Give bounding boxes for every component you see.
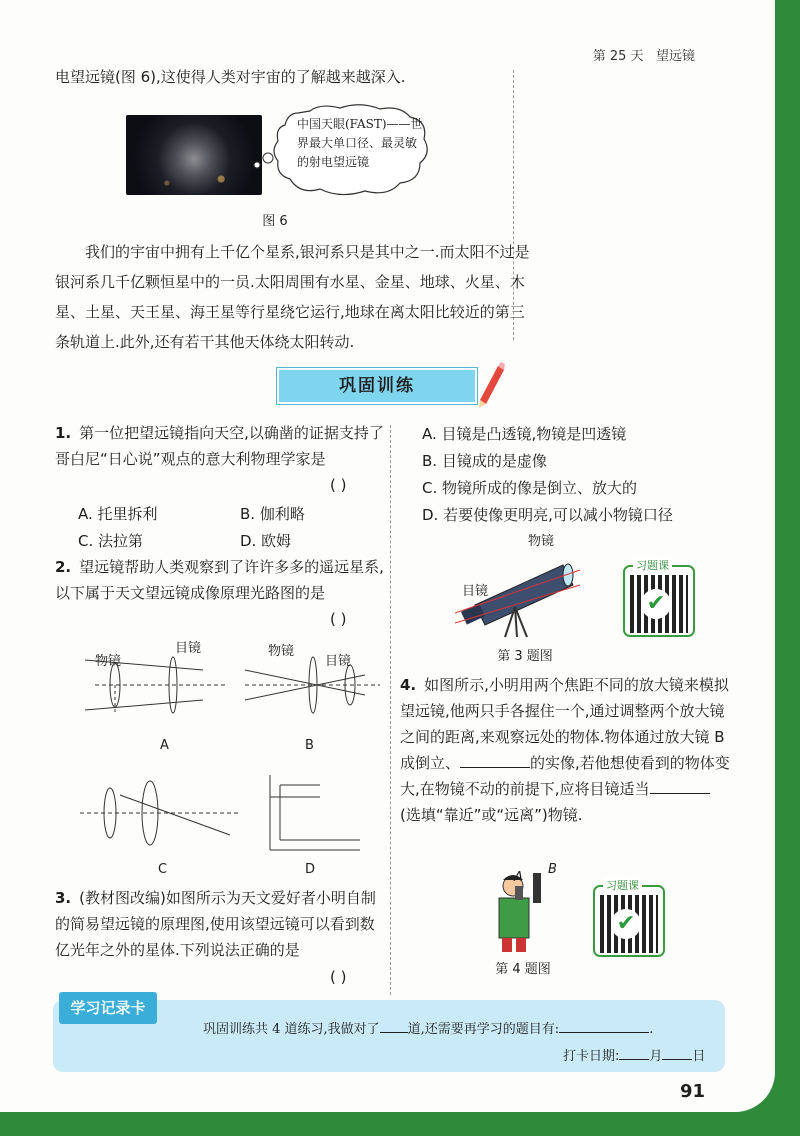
q4-qr-label: 习题课 <box>603 877 642 893</box>
q3-option-a: A. 目镜是凸透镜,物镜是凹透镜 <box>422 425 627 443</box>
q4-blank-2[interactable] <box>650 793 710 794</box>
q2-answer-paren: ( ) <box>330 610 347 628</box>
page-header <box>593 45 695 64</box>
q3-qr-card[interactable] <box>623 559 695 637</box>
q3-qr-label: 习题课 <box>633 557 672 573</box>
q2-option-d-label: D <box>305 862 316 877</box>
q2-ray-diagrams-cd <box>80 775 380 860</box>
fig6-caption: 图 6 <box>262 214 288 229</box>
q1-number: 1. <box>55 424 72 442</box>
q4-text-2: 的实像,若他想使看到的物体变大,在物镜不动的前提下,应将目镜适当 <box>400 754 730 798</box>
question-4 <box>400 672 730 828</box>
question-1 <box>55 420 385 472</box>
study-record-card <box>53 1000 725 1072</box>
record-blank-count[interactable] <box>380 1032 408 1033</box>
intro-text: 电望远镜(图 6),这使得人类对宇宙的了解越来越深入. <box>55 68 406 86</box>
header-topic: 望远镜 <box>655 49 695 64</box>
record-line1-a: 巩固训练共 4 道练习,我做对了 <box>203 1022 380 1037</box>
record-blank-day[interactable] <box>662 1059 692 1060</box>
q4-text-3: (选填“靠近”或“远离”)物镜. <box>400 806 583 824</box>
q3-text: (教材图改编)如图所示为天文爱好者小明自制的简易望远镜的原理图,使用该望远镜可以看到数亿光年之外的星体.下列说法正确的是 <box>55 889 376 959</box>
q1-option-d: D. 欧姆 <box>240 532 292 550</box>
q2-label-objective-b: 物镜 <box>268 644 295 659</box>
q4-label-a: A <box>514 870 523 885</box>
q1-text: 第一位把望远镜指向天空,以确凿的证据支持了哥白尼“日心说”观点的意大利物理学家是 <box>55 424 384 468</box>
q3-label-objective: 物镜 <box>528 534 555 549</box>
record-line1-b: 道,还需要再学习的题目有: <box>407 1022 560 1037</box>
section-title: 巩固训练 <box>339 376 415 396</box>
record-line-2 <box>563 1045 705 1064</box>
q4-blank-1[interactable] <box>460 767 530 768</box>
page-number: 91 <box>679 1081 705 1102</box>
record-blank-topics[interactable] <box>559 1032 649 1033</box>
q3-option-c: C. 物镜所成的像是倒立、放大的 <box>422 479 638 497</box>
bubble-text: 中国天眼(FAST)——世界最大单口径、最灵敏的射电望远镜 <box>297 117 423 169</box>
body-paragraph: 我们的宇宙中拥有上千亿个星系,银河系只是其中之一.而太阳不过是银河系几千亿颗恒星中的一员.太阳周围有水星、金星、地球、火星、木星、土星、天王星、海王星等行星绕它运行,地球在离太阳比较近的第三条轨道上.此外,还有若干其他天体绕太阳转动. <box>55 243 530 351</box>
q2-label-eyepiece-b: 目镜 <box>325 654 352 669</box>
q1-option-c: C. 法拉第 <box>78 532 144 550</box>
check-icon: ✔ <box>611 909 641 939</box>
question-2 <box>55 554 385 606</box>
q1-option-b: B. 伽利略 <box>240 505 305 523</box>
q3-label-eyepiece: 目镜 <box>462 584 489 599</box>
q3-number: 3. <box>55 889 72 907</box>
q3-answer-paren: ( ) <box>330 968 347 986</box>
record-tag: 学习记录卡 <box>59 992 157 1024</box>
q4-boy-figure <box>485 868 565 953</box>
q3-option-b: B. 目镜成的是虚像 <box>422 452 547 470</box>
q3-option-d: D. 若要使像更明亮,可以减小物镜口径 <box>422 506 673 524</box>
record-day-label: 日 <box>692 1049 706 1064</box>
q2-option-c-label: C <box>158 862 168 877</box>
question-3 <box>55 885 385 963</box>
pencil-icon <box>470 360 506 410</box>
q1-option-a: A. 托里拆利 <box>78 505 158 523</box>
q4-text-1: 如图所示,小明用两个焦距不同的放大镜来模拟望远镜,他两只手各握住一个,通过调整两个放大镜之间的距离,来观察远处的物体.物体通过放大镜 B 成倒立、 <box>400 676 729 772</box>
record-blank-month[interactable] <box>619 1059 649 1060</box>
q3-caption: 第 3 题图 <box>497 649 553 664</box>
q1-answer-paren: ( ) <box>330 476 347 494</box>
q4-number: 4. <box>400 676 417 694</box>
q2-option-b-label: B <box>305 738 314 753</box>
q4-caption: 第 4 题图 <box>495 962 551 977</box>
q2-label-eyepiece-a: 目镜 <box>175 641 202 656</box>
record-date-label: 打卡日期: <box>563 1049 620 1064</box>
q2-option-a-label: A <box>160 738 169 753</box>
q2-number: 2. <box>55 558 72 576</box>
column-divider <box>390 425 391 995</box>
section-title-banner <box>277 368 477 404</box>
record-month-label: 月 <box>649 1049 663 1064</box>
q2-label-objective-a: 物镜 <box>95 654 122 669</box>
q2-text: 望远镜帮助人类观察到了许许多多的遥远星系,以下属于天文望远镜成像原理光路图的是 <box>55 558 384 602</box>
check-icon: ✔ <box>641 589 671 619</box>
header-day: 第 25 天 <box>592 49 644 64</box>
record-line-1: 巩固训练共 4 道练习,我做对了 道,还需要再学习的题目有: . <box>203 1022 654 1037</box>
q4-qr-card[interactable] <box>593 879 665 957</box>
q4-label-b: B <box>548 862 557 877</box>
